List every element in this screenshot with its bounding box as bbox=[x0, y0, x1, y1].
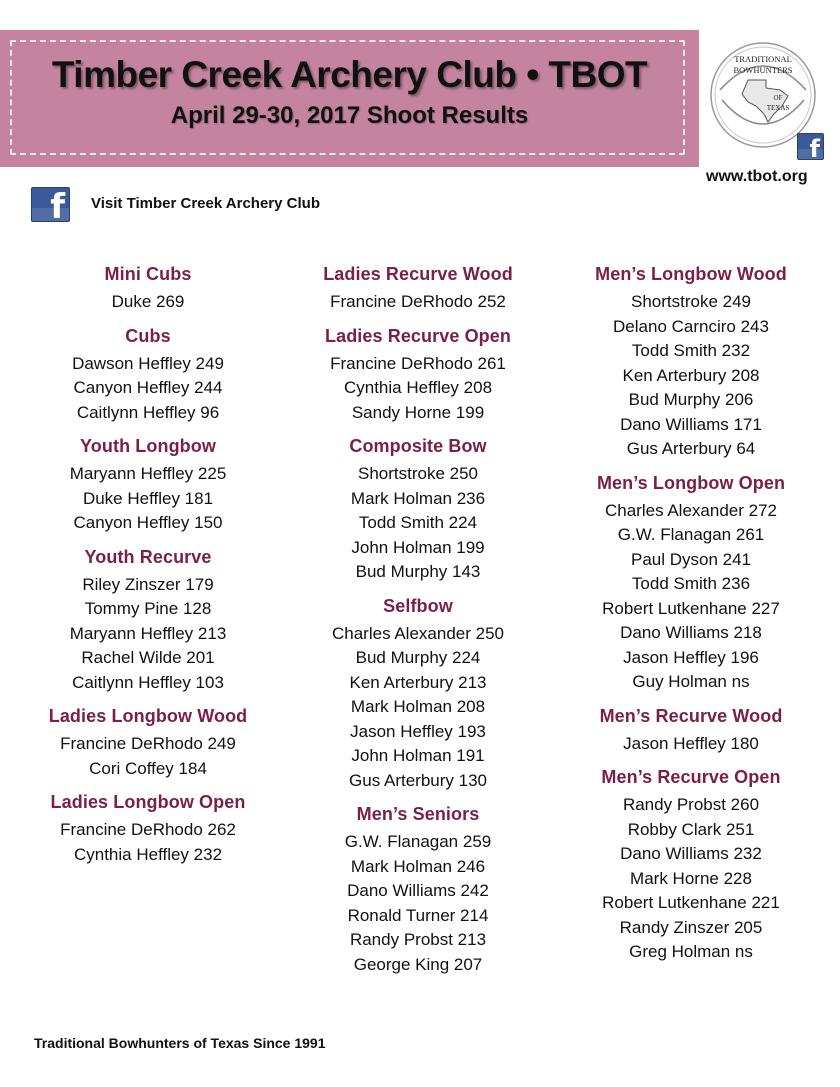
result-entry: Riley Zinszer 179 bbox=[82, 574, 214, 594]
result-entry: Mark Holman 246 bbox=[350, 856, 486, 876]
result-entry: Dano Williams 232 bbox=[620, 844, 762, 863]
site-url[interactable]: www.tbot.org bbox=[706, 168, 808, 185]
logo-text-traditional: TRADITIONAL bbox=[734, 54, 792, 64]
category-block bbox=[13, 546, 283, 696]
result-entry: Cynthia Heffley 208 bbox=[343, 378, 493, 397]
result-entry: Canyon Heffley 150 bbox=[73, 513, 223, 532]
result-entry: Maryann Heffley 213 bbox=[69, 623, 227, 643]
result-entry: Francine DeRhodo 249 bbox=[60, 734, 236, 753]
result-entry: Ronald Turner 214 bbox=[347, 905, 489, 925]
result-entry: Mark Holman 208 bbox=[350, 697, 486, 716]
result-entry: Jason Heffley 193 bbox=[350, 721, 486, 741]
result-entry: Ken Arterbury 208 bbox=[622, 365, 760, 385]
visit-club-link[interactable]: Visit Timber Creek Archery Club bbox=[91, 195, 320, 212]
result-entry: Shortstroke 249 bbox=[630, 292, 751, 311]
result-entry: Guy Holman ns bbox=[632, 672, 750, 691]
category-block bbox=[13, 325, 283, 426]
result-entry: Dano Williams 242 bbox=[347, 881, 489, 900]
result-entry: Paul Dyson 241 bbox=[630, 549, 752, 569]
results-column-1 bbox=[13, 263, 283, 877]
result-entry: Francine DeRhodo 262 bbox=[60, 820, 236, 839]
category-title: Cubs bbox=[125, 325, 171, 346]
result-entry: Todd Smith 236 bbox=[631, 574, 751, 593]
result-entry: Duke 269 bbox=[111, 292, 185, 311]
facebook-icon[interactable]: f bbox=[797, 133, 824, 160]
result-entry: Robert Lutkenhane 227 bbox=[602, 598, 780, 618]
result-entry: Gus Arterbury 130 bbox=[349, 770, 487, 790]
category-block bbox=[13, 435, 283, 536]
category-block bbox=[283, 263, 553, 315]
result-entry: Robert Lutkenhane 221 bbox=[602, 893, 780, 912]
category-title: Selfbow bbox=[383, 595, 453, 616]
page-title: Timber Creek Archery Club • TBOT bbox=[51, 54, 648, 95]
results-column-3 bbox=[556, 263, 826, 975]
result-entry: John Holman 199 bbox=[351, 537, 485, 557]
result-entry: Caitlynn Heffley 103 bbox=[72, 672, 224, 692]
result-entry: Randy Probst 260 bbox=[622, 795, 760, 814]
result-entry: Delano Carnciro 243 bbox=[613, 316, 769, 336]
header-banner bbox=[0, 30, 699, 167]
category-title: Men’s Recurve Wood bbox=[599, 705, 783, 726]
category-block bbox=[283, 325, 553, 426]
result-entry: Ken Arterbury 213 bbox=[349, 672, 487, 692]
category-title: Composite Bow bbox=[349, 436, 487, 456]
result-entry: Cynthia Heffley 232 bbox=[73, 844, 223, 864]
category-block bbox=[283, 435, 553, 585]
result-entry: Rachel Wilde 201 bbox=[81, 648, 215, 667]
result-entry: Robby Clark 251 bbox=[627, 819, 755, 839]
category-block bbox=[283, 803, 553, 977]
result-entry: Jason Heffley 180 bbox=[623, 733, 759, 753]
category-title: Ladies Longbow Wood bbox=[48, 706, 248, 726]
category-block bbox=[556, 766, 826, 965]
category-title: Ladies Recurve Open bbox=[325, 325, 511, 346]
category-title: Mini Cubs bbox=[104, 264, 192, 284]
category-block bbox=[556, 472, 826, 695]
result-entry: Gus Arterbury 64 bbox=[626, 439, 756, 458]
result-entry: Greg Holman ns bbox=[629, 942, 753, 961]
result-entry: Bud Murphy 143 bbox=[355, 562, 481, 581]
result-entry: Randy Zinszer 205 bbox=[619, 917, 763, 937]
category-block bbox=[13, 791, 283, 867]
result-entry: Todd Smith 232 bbox=[631, 341, 751, 360]
results-column-2 bbox=[283, 263, 553, 987]
result-entry: Mark Holman 236 bbox=[350, 488, 486, 508]
result-entry: Bud Murphy 206 bbox=[628, 390, 754, 409]
category-block bbox=[556, 705, 826, 757]
result-entry: Maryann Heffley 225 bbox=[69, 464, 227, 483]
result-entry: Tommy Pine 128 bbox=[84, 599, 212, 618]
category-block bbox=[13, 263, 283, 315]
category-title: Men’s Longbow Open bbox=[596, 472, 786, 493]
result-entry: Charles Alexander 272 bbox=[604, 500, 777, 520]
result-entry: Jason Heffley 196 bbox=[623, 647, 759, 667]
category-block bbox=[13, 705, 283, 781]
logo-text-bowhunters: BOWHUNTERS bbox=[733, 65, 793, 75]
result-entry: Charles Alexander 250 bbox=[331, 623, 504, 643]
category-title: Men’s Recurve Open bbox=[601, 767, 781, 787]
result-entry: Duke Heffley 181 bbox=[82, 488, 214, 508]
logo-text-of: OF bbox=[773, 94, 783, 102]
facebook-icon[interactable]: f bbox=[31, 187, 70, 222]
result-entry: Mark Horne 228 bbox=[630, 868, 752, 888]
result-entry: Sandy Horne 199 bbox=[351, 402, 485, 422]
result-entry: John Holman 191 bbox=[351, 746, 485, 765]
result-entry: Dano Williams 171 bbox=[620, 414, 762, 434]
footer-text: Traditional Bowhunters of Texas Since 1991 bbox=[34, 1035, 326, 1051]
result-entry: Caitlynn Heffley 96 bbox=[76, 402, 220, 422]
logo-text-texas: TEXAS bbox=[766, 104, 790, 112]
page-subtitle: April 29-30, 2017 Shoot Results bbox=[170, 102, 529, 129]
category-block bbox=[556, 263, 826, 462]
result-entry: Todd Smith 224 bbox=[358, 513, 478, 532]
category-title: Youth Recurve bbox=[84, 546, 212, 567]
result-entry: Shortstroke 250 bbox=[357, 464, 478, 483]
result-entry: Francine DeRhodo 261 bbox=[330, 353, 506, 373]
result-entry: Canyon Heffley 244 bbox=[73, 378, 223, 397]
result-entry: Cori Coffey 184 bbox=[89, 758, 207, 778]
result-entry: G.W. Flanagan 261 bbox=[617, 525, 765, 544]
category-block bbox=[283, 595, 553, 794]
category-title: Youth Longbow bbox=[80, 436, 216, 456]
result-entry: G.W. Flanagan 259 bbox=[344, 832, 492, 851]
result-entry: Randy Probst 213 bbox=[349, 930, 487, 949]
category-title: Men’s Seniors bbox=[356, 804, 480, 824]
result-entry: Dawson Heffley 249 bbox=[72, 353, 224, 373]
category-title: Men’s Longbow Wood bbox=[595, 264, 787, 284]
result-entry: Dano Williams 218 bbox=[620, 623, 762, 642]
category-title: Ladies Longbow Open bbox=[50, 792, 246, 812]
result-entry: Francine DeRhodo 252 bbox=[330, 292, 506, 311]
result-entry: George King 207 bbox=[353, 954, 483, 974]
result-entry: Bud Murphy 224 bbox=[355, 648, 481, 667]
category-title: Ladies Recurve Wood bbox=[323, 264, 513, 284]
